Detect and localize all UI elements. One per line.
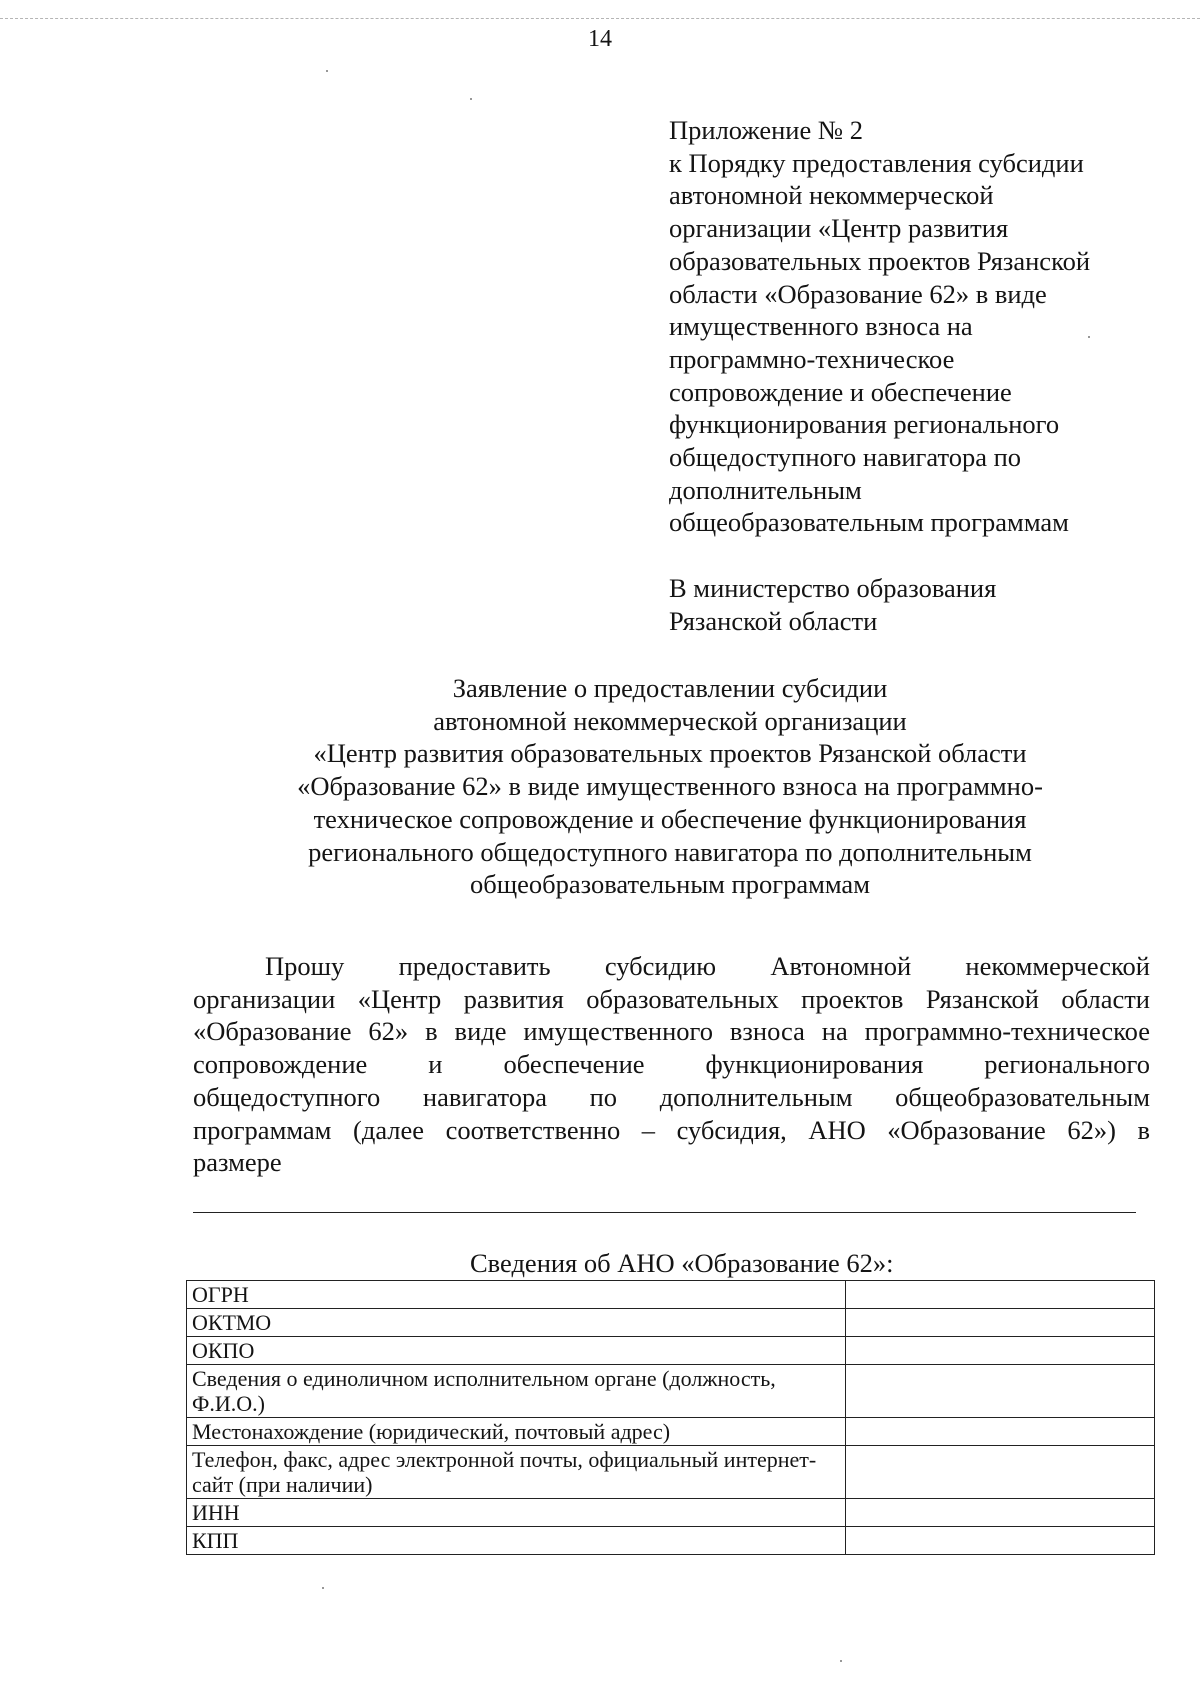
document-title <box>180 672 1160 901</box>
title-line: «Образование 62» в виде имущественного взноса на программно- <box>297 771 1043 802</box>
scan-speck <box>326 70 328 72</box>
row-label: Местонахождение (юридический, почтовый адрес) <box>187 1418 846 1446</box>
appendix-line: области «Образование 62» в виде <box>669 278 1047 309</box>
appendix-line: дополнительным <box>669 474 862 505</box>
title-line: «Центр развития образовательных проектов Рязанской области <box>313 738 1027 769</box>
request-paragraph <box>193 950 1150 1179</box>
title-line: техническое сопровождение и обеспечение функционирования <box>313 803 1027 834</box>
row-value-cell <box>846 1418 1155 1446</box>
paragraph-line: «Образование 62» в виде имущественного взноса на программно-техническое <box>193 1016 1150 1047</box>
addressee-line: Рязанской области <box>669 605 878 636</box>
table-row <box>187 1499 1155 1527</box>
title-line: регионального общедоступного навигатора по дополнительным <box>308 836 1032 867</box>
appendix-header <box>669 114 1169 539</box>
table-caption: Сведения об АНО «Образование 62»: <box>470 1248 894 1278</box>
title-line: автономной некоммерческой организации <box>433 705 907 736</box>
page-number: 14 <box>588 26 612 52</box>
scan-edge-line <box>0 18 1200 19</box>
table-row <box>187 1281 1155 1309</box>
appendix-line: образовательных проектов Рязанской <box>669 245 1091 276</box>
appendix-line: общедоступного навигатора по <box>669 442 1022 473</box>
row-label: ИНН <box>187 1499 846 1527</box>
appendix-line: сопровождение и обеспечение <box>669 376 1012 407</box>
row-label: ОКПО <box>187 1337 846 1365</box>
appendix-line: имущественного взноса на <box>669 311 973 342</box>
table-row <box>187 1365 1155 1418</box>
row-value-cell <box>846 1446 1155 1499</box>
appendix-line: программно-техническое <box>669 343 955 374</box>
row-value-cell <box>846 1499 1155 1527</box>
scan-speck <box>1088 336 1090 338</box>
table-row <box>187 1446 1155 1499</box>
title-line: общеобразовательным программам <box>470 869 870 900</box>
appendix-line: автономной некоммерческой <box>669 180 994 211</box>
amount-fill-line <box>193 1212 1136 1213</box>
row-label: КПП <box>187 1527 846 1555</box>
addressee <box>669 572 1169 637</box>
appendix-line: общеобразовательным программам <box>669 507 1069 538</box>
row-value-cell <box>846 1527 1155 1555</box>
table-row <box>187 1337 1155 1365</box>
row-value-cell <box>846 1309 1155 1337</box>
row-label: ОКТМО <box>187 1309 846 1337</box>
row-value-cell <box>846 1281 1155 1309</box>
row-value-cell <box>846 1365 1155 1418</box>
scan-speck <box>840 1660 842 1662</box>
appendix-line: функционирования регионального <box>669 409 1060 440</box>
paragraph-line: Прошу предоставить субсидию Автономной некоммерческой <box>265 951 1150 981</box>
paragraph-line: программам (далее соответственно – субсидия, АНО «Образование 62») в <box>193 1114 1150 1145</box>
row-label: Телефон, факс, адрес электронной почты, официальный интернет-сайт (при наличии) <box>187 1446 846 1499</box>
appendix-line: организации «Центр развития <box>669 213 1009 244</box>
scan-speck <box>322 1587 324 1589</box>
row-value-cell <box>846 1337 1155 1365</box>
paragraph-line: сопровождение и обеспечение функционирования регионального <box>193 1049 1150 1080</box>
appendix-line: Приложение № 2 <box>669 115 864 145</box>
row-label: Сведения о единоличном исполнительном органе (должность, Ф.И.О.) <box>187 1365 846 1418</box>
row-label: ОГРН <box>187 1281 846 1309</box>
scan-speck <box>470 98 472 100</box>
addressee-line: В министерство образования <box>669 573 997 603</box>
table-row <box>187 1309 1155 1337</box>
paragraph-line: размере <box>193 1147 282 1178</box>
appendix-line: к Порядку предоставления субсидии <box>669 147 1084 178</box>
table-row <box>187 1527 1155 1555</box>
paragraph-line: общедоступного навигатора по дополнительным общеобразовательным <box>193 1081 1150 1112</box>
organization-info-table <box>186 1280 1155 1555</box>
paragraph-line: организации «Центр развития образовательных проектов Рязанской области <box>193 983 1150 1014</box>
title-line: Заявление о предоставлении субсидии <box>452 673 888 703</box>
table-row <box>187 1418 1155 1446</box>
